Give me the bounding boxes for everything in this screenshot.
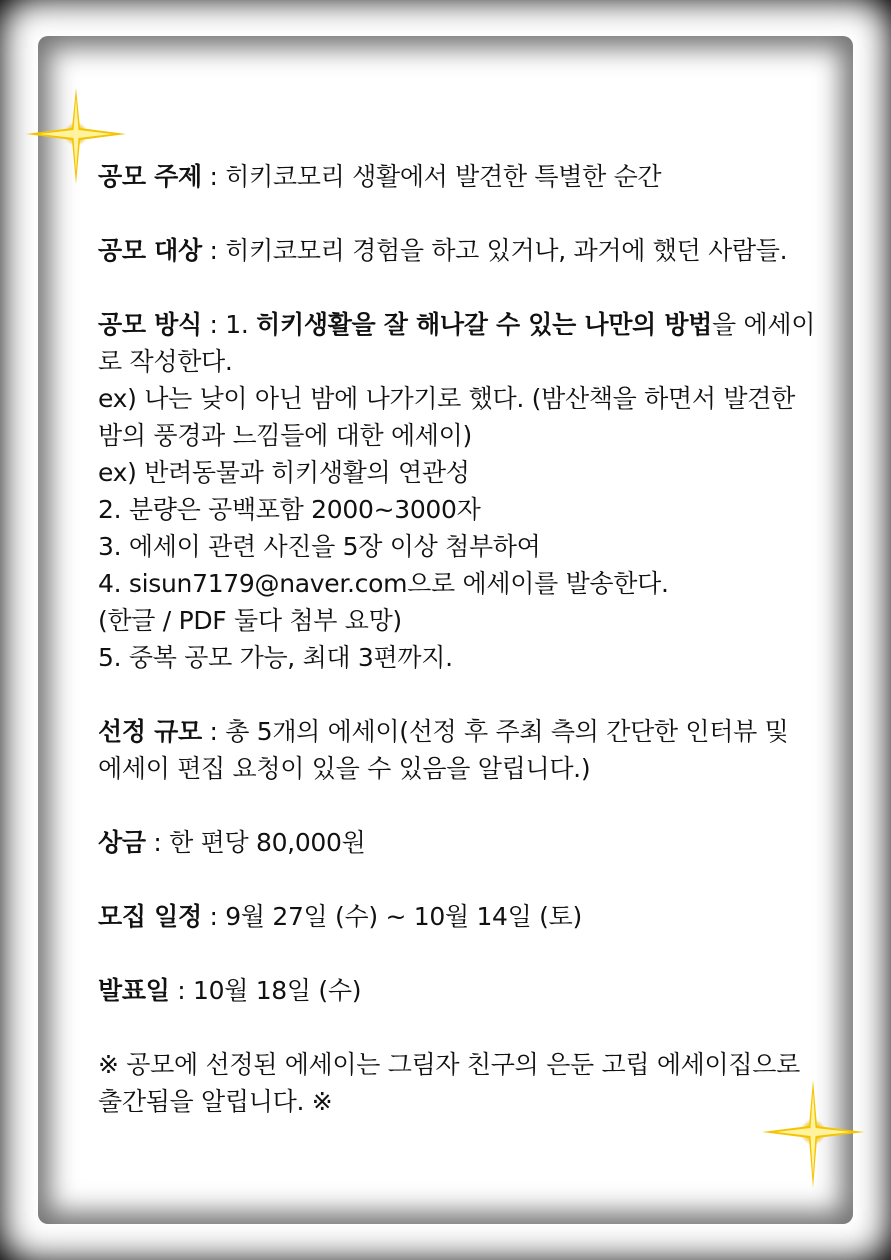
- announce-section: [98, 972, 818, 1009]
- method-line: ex) 반려동물과 히키생활의 연관성: [98, 458, 470, 487]
- separator: :: [169, 976, 193, 1005]
- target-value: 히키코모리 경험을 하고 있거나, 과거에 했던 사람들.: [225, 236, 788, 265]
- target-section: [98, 232, 818, 269]
- method-section: [98, 306, 818, 676]
- announcement-body: [98, 158, 818, 1120]
- separator: :: [145, 828, 170, 857]
- prize-value: 한 편당 80,000원: [169, 828, 366, 857]
- announce-label: 발표일: [98, 976, 170, 1005]
- method-line-email: 4. sisun7179@naver.com으로 에세이를 발송한다.: [98, 569, 669, 598]
- selection-label: 선정 규모: [98, 717, 202, 746]
- prize-section: [98, 824, 818, 861]
- separator: :: [201, 902, 226, 931]
- theme-value: 히키코모리 생활에서 발견한 특별한 순간: [225, 162, 662, 191]
- target-label: 공모 대상: [98, 236, 202, 265]
- separator: :: [201, 310, 226, 339]
- method-highlight: 히키생활을 잘 해나갈 수 있는 나만의 방법: [256, 310, 713, 339]
- prize-label: 상금: [98, 828, 146, 857]
- method-prefix: 1.: [225, 310, 257, 339]
- selection-value: 총 5개의 에세이(선정 후 주최 측의 간단한 인터뷰 및 에세이 편집 요청이 있을 수 있음을 알립니다.): [98, 717, 789, 783]
- method-line: 3. 에세이 관련 사진을 5장 이상 첨부하여: [98, 532, 541, 561]
- separator: :: [201, 236, 226, 265]
- method-line: 2. 분량은 공백포함 2000~3000자: [98, 495, 481, 524]
- selection-section: [98, 713, 818, 787]
- publication-notice: ※ 공모에 선정된 에세이는 그림자 친구의 은둔 고립 에세이집으로 출간됨을 알립니다. ※: [98, 1050, 800, 1116]
- separator: :: [201, 162, 226, 191]
- theme-section: [98, 158, 818, 195]
- theme-label: 공모 주제: [98, 162, 202, 191]
- method-tail: 을 에세이로 작성한다.: [98, 310, 816, 376]
- method-line: 5. 중복 공모 가능, 최대 3편까지.: [98, 643, 453, 672]
- method-label: 공모 방식: [98, 310, 202, 339]
- schedule-value: 9월 27일 (수) ~ 10월 14일 (토): [225, 902, 582, 931]
- announce-value: 10월 18일 (수): [192, 976, 362, 1005]
- schedule-section: [98, 898, 818, 935]
- schedule-label: 모집 일정: [98, 902, 202, 931]
- method-line: ex) 나는 낮이 아닌 밤에 나가기로 했다. (밤산책을 하면서 발견한 밤의 풍경과 느낌들에 대한 에세이): [98, 384, 795, 450]
- method-line: (한글 / PDF 둘다 첨부 요망): [98, 606, 402, 635]
- separator: :: [201, 717, 226, 746]
